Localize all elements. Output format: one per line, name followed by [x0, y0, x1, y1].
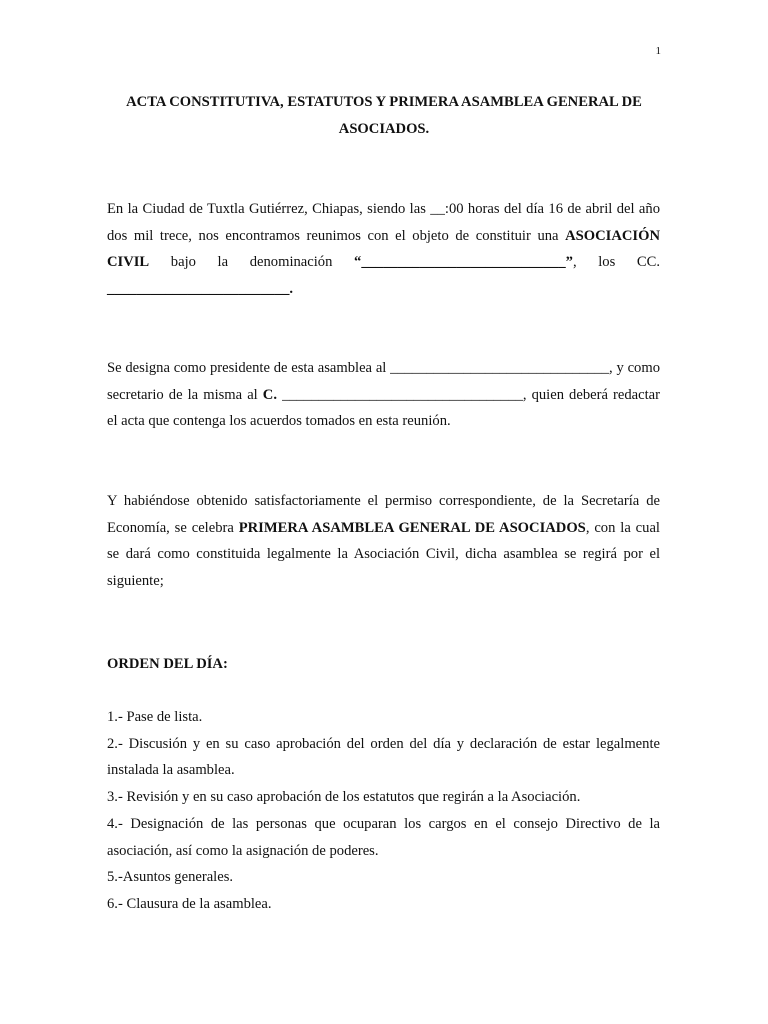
paragraph-assembly: [107, 488, 660, 595]
paragraph-opening-text-1: En la Ciudad de Tuxtla Gutiérrez, Chiapas, siendo las __:00 horas del día 16 de abril del año dos mil trece, nos encontramos reunimos con el objeto de constituir una: [107, 201, 660, 244]
agenda-heading: ORDEN DEL DÍA:: [107, 656, 228, 672]
agenda-item: 4.- Designación de las personas que ocuparan los cargos en el consejo Directivo de la asociación, así como la asignación de poderes.: [107, 815, 660, 859]
agenda-item: 6.- Clausura de la asamblea.: [107, 895, 272, 912]
document-title: ACTA CONSTITUTIVA, ESTATUTOS Y PRIMERA ASAMBLEA GENERAL DE ASOCIADOS.: [126, 94, 642, 137]
agenda-list: [107, 704, 660, 918]
paragraph-designation-text-1: Se designa como presidente de esta asamblea al ______________________________, y como secretario de la misma al: [107, 360, 660, 403]
members-blank: _________________________.: [107, 281, 294, 298]
paragraph-designation-text-2: _________________________________, quien deberá redactar el acta que contenga los acuerdos tomados en esta reunión.: [107, 386, 660, 430]
agenda-item: 3.- Revisión y en su caso aprobación de los estatutos que regirán a la Asociación.: [107, 789, 581, 806]
agenda-item: 5.-Asuntos generales.: [107, 869, 234, 886]
secretary-title-bold: C.: [262, 386, 277, 403]
paragraph-designation: [107, 355, 660, 435]
denomination-blank: “____________________________”: [354, 254, 573, 271]
paragraph-opening-text-3: , los CC.: [572, 254, 660, 271]
agenda-item: 1.- Pase de lista.: [107, 709, 203, 725]
agenda-item: 2.- Discusión y en su caso aprobación del orden del día y declaración de estar legalmente instalada la asamblea.: [107, 735, 660, 779]
paragraph-opening-text-2: bajo la denominación: [149, 254, 355, 271]
paragraph-opening: [107, 196, 660, 303]
paragraph-assembly-text-2: , con la cual se dará como constituida legalmente la Asociación Civil, dicha asamblea se regirá por el siguiente;: [107, 519, 660, 590]
association-type-bold: ASOCIACIÓN CIVIL: [107, 227, 660, 271]
assembly-name-bold: PRIMERA ASAMBLEA GENERAL DE ASOCIADOS: [238, 519, 586, 536]
paragraph-assembly-text-1: Y habiéndose obtenido satisfactoriamente el permiso correspondiente, de la Secretaría de Economía, se celebra: [107, 493, 660, 536]
page-number: 1: [655, 45, 661, 57]
